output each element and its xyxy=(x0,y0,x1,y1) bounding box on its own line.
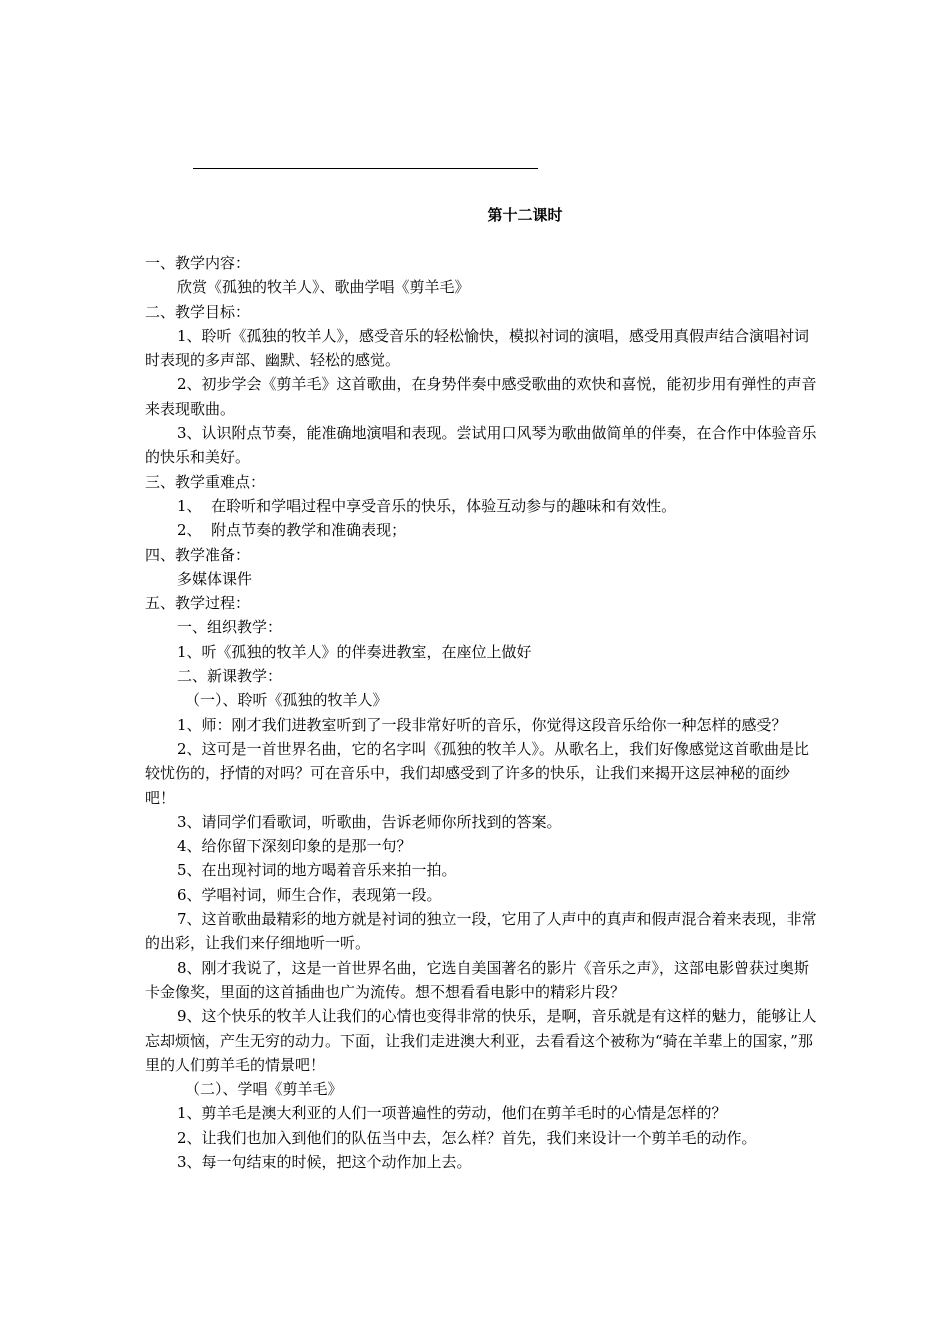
body-paragraph: 1、 在聆听和学唱过程中享受音乐的快乐，体验互动参与的趣味和有效性。 xyxy=(177,496,677,515)
body-paragraph: 3、认识附点节奏，能准确地演唱和表现。尝试用口风琴为歌曲做简单的伴奏，在合作中体验音乐的快乐和美好。 xyxy=(145,424,817,467)
section-heading: 一、教学内容： xyxy=(145,254,251,272)
body-paragraph: 2、这可是一首世界名曲，它的名字叫《孤独的牧羊人》。从歌名上，我们好像感觉这首歌曲是比较忧伤的，抒情的对吗？可在音乐中，我们却感受到了许多的快乐，让我们来揭开这层神秘的面纱吧！ xyxy=(145,739,810,807)
body-paragraph: 1、听《孤独的牧羊人》的伴奏进教室，在座位上做好 xyxy=(177,642,532,661)
section-heading: 三、教学重难点： xyxy=(145,472,266,491)
body-paragraph: 2、 附点节奏的教学和准确表现； xyxy=(177,521,407,540)
section-heading: 二、教学目标： xyxy=(145,302,251,321)
lesson-body xyxy=(145,251,817,1174)
body-paragraph: 7、这首歌曲最精彩的地方就是衬词的独立一段，它用了人声中的真声和假声混合着来表现，非常的出彩，让我们来仔细地听一听。 xyxy=(145,910,817,953)
body-paragraph: 5、在出现衬词的地方喝着音乐来拍一拍。 xyxy=(177,861,457,880)
section-heading: 五、教学过程： xyxy=(145,594,251,613)
body-paragraph: 多媒体课件 xyxy=(177,569,253,588)
body-paragraph: 一、组织教学： xyxy=(177,618,283,637)
header-rule xyxy=(193,168,538,169)
body-paragraph: 二、新课教学： xyxy=(177,667,283,686)
body-paragraph: 1、师：刚才我们进教室听到了一段非常好听的音乐，你觉得这段音乐给你一种怎样的感受？ xyxy=(177,715,787,734)
section-heading: 四、教学准备： xyxy=(145,545,251,564)
body-paragraph: 8、刚才我说了，这是一首世界名曲，它选自美国著名的影片《音乐之声》，这部电影曾获过奥斯卡金像奖，里面的这首插曲也广为流传。想不想看看电影中的精彩片段？ xyxy=(145,958,810,1001)
body-paragraph: （一）、聆听《孤独的牧羊人》 xyxy=(185,691,388,710)
body-paragraph: 3、请同学们看歌词，听歌曲，告诉老师你所找到的答案。 xyxy=(177,812,562,831)
body-paragraph: 9、这个快乐的牧羊人让我们的心情也变得非常的快乐，是啊，音乐就是有这样的魅力，能够让人忘却烦恼，产生无穷的动力。下面，让我们走进澳大利亚，去看看这个被称为“骑在羊辈上的国家，”那里的人们剪羊毛的情景吧！ xyxy=(145,1007,817,1074)
body-paragraph: 1、聆听《孤独的牧羊人》，感受音乐的轻松愉快，模拟衬词的演唱，感受用真假声结合演唱衬词时表现的多声部、幽默、轻松的感觉。 xyxy=(145,326,810,370)
body-paragraph: 欣赏《孤独的牧羊人》、歌曲学唱《剪羊毛》 xyxy=(177,278,470,297)
body-paragraph: 6、学唱衬词，师生合作，表现第一段。 xyxy=(177,885,442,904)
body-paragraph: 3、每一句结束的时候，把这个动作加上去。 xyxy=(177,1152,472,1171)
body-paragraph: 2、初步学会《剪羊毛》这首歌曲，在身势伴奏中感受歌曲的欢快和喜悦，能初步用有弹性的声音来表现歌曲。 xyxy=(145,375,817,418)
body-paragraph: （二）、学唱《剪羊毛》 xyxy=(185,1080,343,1099)
body-paragraph: 4、给你留下深刻印象的是那一句？ xyxy=(177,837,412,856)
body-paragraph: 1、剪羊毛是澳大利亚的人们一项普遍性的劳动，他们在剪羊毛时的心情是怎样的？ xyxy=(177,1104,727,1123)
lesson-title: 第十二课时 xyxy=(487,206,563,224)
body-paragraph: 2、让我们也加入到他们的队伍当中去，怎么样？首先，我们来设计一个剪羊毛的动作。 xyxy=(177,1128,757,1147)
